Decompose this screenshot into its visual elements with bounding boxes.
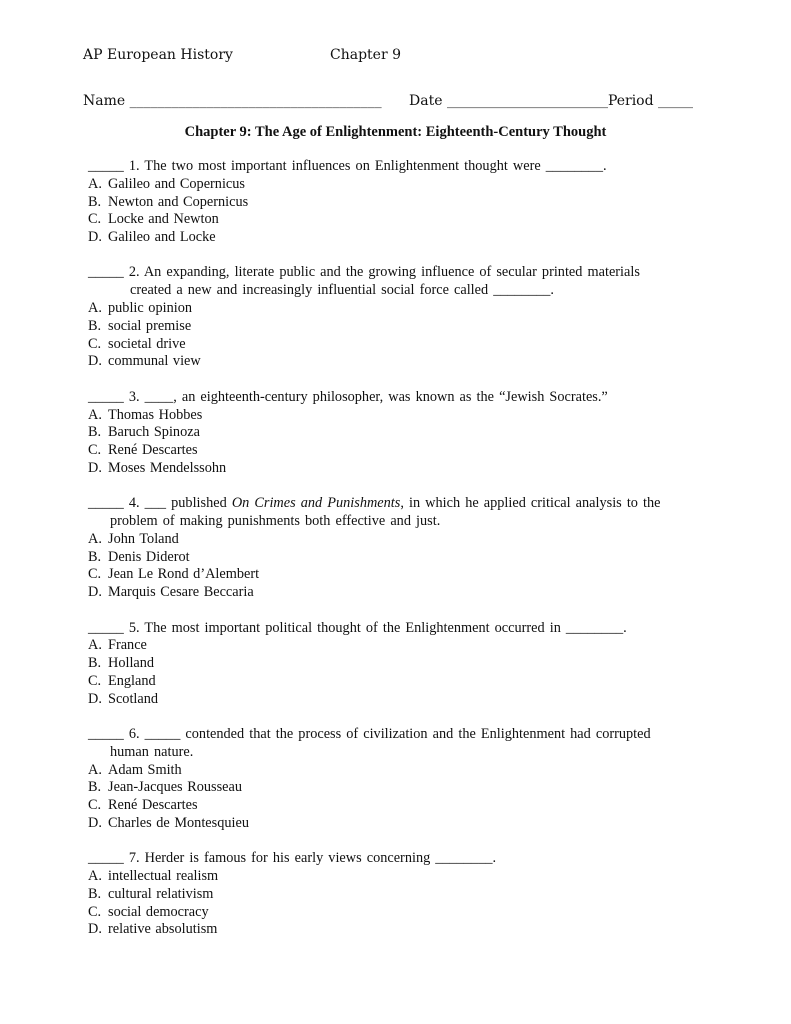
option-c: C. René Descartes [88, 442, 198, 459]
chapter-label: Chapter 9 [330, 47, 401, 63]
option-c: C. England [88, 672, 156, 689]
question-stem: _____ 5. The most important political thought of the Enlightenment occurred in ________. [88, 619, 627, 636]
course-title: AP European History [83, 47, 233, 63]
question-list [88, 158, 678, 957]
option-d: D. Scotland [88, 690, 159, 707]
option-c: C. societal drive [88, 335, 186, 352]
name-field[interactable] [83, 93, 382, 109]
option-c: C. social democracy [88, 903, 209, 920]
question-2 [88, 264, 678, 371]
option-d: D. Moses Mendelssohn [88, 459, 227, 476]
date-blank[interactable]: _______________________ [446, 93, 608, 109]
option-b: B. Newton and Copernicus [88, 193, 249, 210]
name-label: Name [83, 93, 126, 109]
option-a: A. public opinion [88, 300, 192, 317]
question-stem: _____ 4. ___ published On Crimes and Punishments, in which he applied critical analysis to the problem of making punishments both effective and just. [88, 495, 678, 531]
option-d: D. Galileo and Locke [88, 229, 216, 246]
question-stem: _____ 2. An expanding, literate public and the growing influence of secular printed materials created a new and increasingly influential social force called ________. [88, 264, 678, 300]
question-5 [88, 620, 678, 709]
question-7 [88, 850, 678, 939]
question-stem-continued: human nature. [110, 743, 194, 760]
option-d: D. relative absolutism [88, 921, 218, 938]
option-b: B. Jean-Jacques Rousseau [88, 779, 243, 796]
date-period-field[interactable] [409, 93, 693, 109]
option-a: A. Thomas Hobbes [88, 406, 203, 423]
worksheet-title: Chapter 9: The Age of Enlightenment: Eighteenth-Century Thought [184, 124, 607, 140]
question-3 [88, 389, 678, 478]
book-title: On Crimes and Punishments [231, 495, 401, 512]
question-stem: _____ 1. The two most important influences on Enlightenment thought were ________. [88, 158, 607, 174]
option-b: B. Baruch Spinoza [88, 424, 200, 441]
name-blank[interactable]: ____________________________________ [129, 93, 382, 109]
option-a: A. Galileo and Copernicus [88, 175, 245, 192]
option-a: A. John Toland [88, 530, 179, 547]
question-stem: _____ 7. Herder is famous for his early views concerning ________. [88, 850, 497, 867]
period-label: Period [607, 93, 654, 109]
date-label: Date [409, 93, 443, 109]
question-stem: _____ 3. ____, an eighteenth-century philosopher, was known as the “Jewish Socrates.” [88, 388, 608, 405]
option-a: A. intellectual realism [88, 868, 219, 885]
option-d: D. Marquis Cesare Beccaria [88, 584, 254, 601]
question-stem-continued: created a new and increasingly influential social force called ________. [130, 282, 554, 299]
question-1 [88, 158, 678, 247]
option-d: D. communal view [88, 353, 201, 370]
option-a: A. Adam Smith [88, 761, 182, 778]
question-4 [88, 495, 678, 602]
question-6 [88, 726, 678, 833]
period-blank[interactable]: _____ [658, 93, 694, 109]
option-c: C. Jean Le Rond d’Alembert [88, 566, 260, 583]
option-b: B. social premise [88, 317, 192, 334]
option-b: B. Denis Diderot [88, 548, 190, 565]
question-stem: _____ 6. _____ contended that the process of civilization and the Enlightenment had corrupted human nature. [88, 726, 678, 762]
question-stem-continued: problem of making punishments both effective and just. [110, 513, 441, 530]
option-a: A. France [88, 637, 147, 654]
option-b: B. Holland [88, 655, 155, 672]
option-d: D. Charles de Montesquieu [88, 815, 249, 831]
option-c: C. René Descartes [88, 797, 198, 814]
option-c: C. Locke and Newton [88, 211, 219, 228]
option-b: B. cultural relativism [88, 885, 214, 902]
